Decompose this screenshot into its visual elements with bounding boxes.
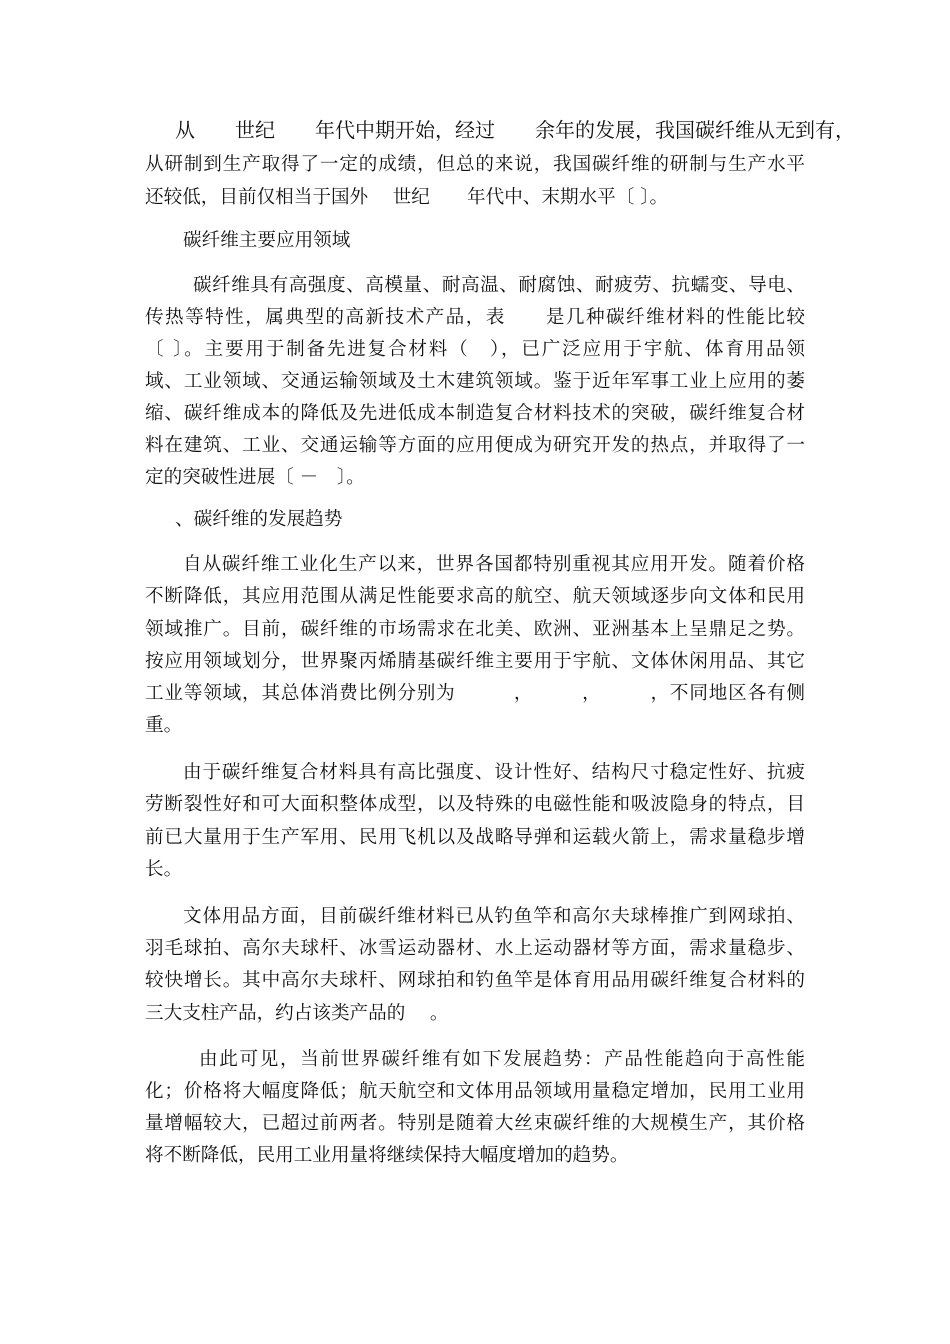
- paragraph-3-line-2: 不断降低，其应用范围从满足性能要求高的航空、航天领域逐步向文体和民用: [145, 586, 805, 607]
- paragraph-2-line-5: 缩、碳纤维成本的降低及先进低成本制造复合材料技术的突破，碳纤维复合材: [145, 403, 805, 424]
- paragraph-1-line-3: 还较低，目前仅相当于国外 世纪 年代中、末期水平〔 〕。: [145, 187, 669, 208]
- paragraph-2-line-6: 料在建筑、工业、交通运输等方面的应用便成为研究开发的热点，并取得了一: [145, 435, 805, 456]
- paragraph-2-line-3: 〔 〕。主要用于制备先进复合材料（ ），已广泛应用于宇航、体育用品领: [145, 339, 805, 360]
- paragraph-5-line-4: 三大支柱产品，约占该类产品的 。: [145, 1003, 449, 1024]
- paragraph-5-line-1: 文体用品方面，目前碳纤维材料已从钓鱼竿和高尔夫球棒推广到网球拍、: [183, 906, 805, 927]
- paragraph-2-line-2: 传热等特性，属典型的高新技术产品，表 是几种碳纤维材料的性能比较: [145, 307, 805, 328]
- paragraph-6-line-3: 量增幅较大，已超过前两者。特别是随着大丝束碳纤维的大规模生产，其价格: [145, 1113, 805, 1134]
- paragraph-1-line-1: 从 世纪 年代中期开始，经过 余年的发展，我国碳纤维从无到有，: [175, 118, 855, 142]
- paragraph-5-line-2: 羽毛球拍、高尔夫球杆、冰雪运动器材、水上运动器材等方面，需求量稳步、: [145, 938, 805, 959]
- paragraph-4-line-3: 前已大量用于生产军用、民用飞机以及战略导弹和运载火箭上，需求量稳步增: [145, 827, 805, 848]
- section-heading-applications: 碳纤维主要应用领域: [183, 230, 351, 251]
- paragraph-4-line-1: 由于碳纤维复合材料具有高比强度、设计性好、结构尺寸稳定性好、抗疲: [183, 762, 805, 783]
- paragraph-3-line-4: 按应用领域划分，世界聚丙烯腈基碳纤维主要用于宇航、文体休闲用品、其它: [145, 651, 805, 672]
- paragraph-2-line-1: 碳纤维具有高强度、高模量、耐高温、耐腐蚀、耐疲劳、抗蠕变、导电、: [193, 275, 805, 296]
- paragraph-6-line-2: 化；价格将大幅度降低；航天航空和文体用品领域用量稳定增加，民用工业用: [145, 1081, 805, 1102]
- paragraph-5-line-3: 较快增长。其中高尔夫球杆、网球拍和钓鱼竿是体育用品用碳纤维复合材料的: [145, 970, 805, 991]
- paragraph-3-line-3: 领域推广。目前，碳纤维的市场需求在北美、欧洲、亚洲基本上呈鼎足之势。: [145, 619, 805, 640]
- paragraph-6-line-4: 将不断降低，民用工业用量将继续保持大幅度增加的趋势。: [145, 1145, 629, 1166]
- paragraph-1-line-2: 从研制到生产取得了一定的成绩，但总的来说，我国碳纤维的研制与生产水平: [145, 154, 805, 175]
- paragraph-2-line-7: 定的突破性进展〔 － 〕。: [145, 467, 365, 488]
- paragraph-3-line-1: 自从碳纤维工业化生产以来，世界各国都特别重视其应用开发。随着价格: [183, 554, 805, 575]
- paragraph-2-line-4: 域、工业领域、交通运输领域及土木建筑领域。鉴于近年军事工业上应用的萎: [145, 371, 805, 392]
- section-heading-trends: 、碳纤维的发展趋势: [175, 509, 343, 530]
- paragraph-3-line-6: 重。: [145, 715, 183, 736]
- paragraph-3-line-5: 工业等领域，其总体消费比例分别为 ， ， ，不同地区各有侧: [145, 683, 805, 704]
- paragraph-4-line-2: 劳断裂性好和可大面积整体成型，以及特殊的电磁性能和吸波隐身的特点，目: [145, 794, 805, 815]
- paragraph-6-line-1: 由此可见，当前世界碳纤维有如下发展趋势：产品性能趋向于高性能: [199, 1049, 805, 1070]
- paragraph-4-line-4: 长。: [145, 859, 183, 880]
